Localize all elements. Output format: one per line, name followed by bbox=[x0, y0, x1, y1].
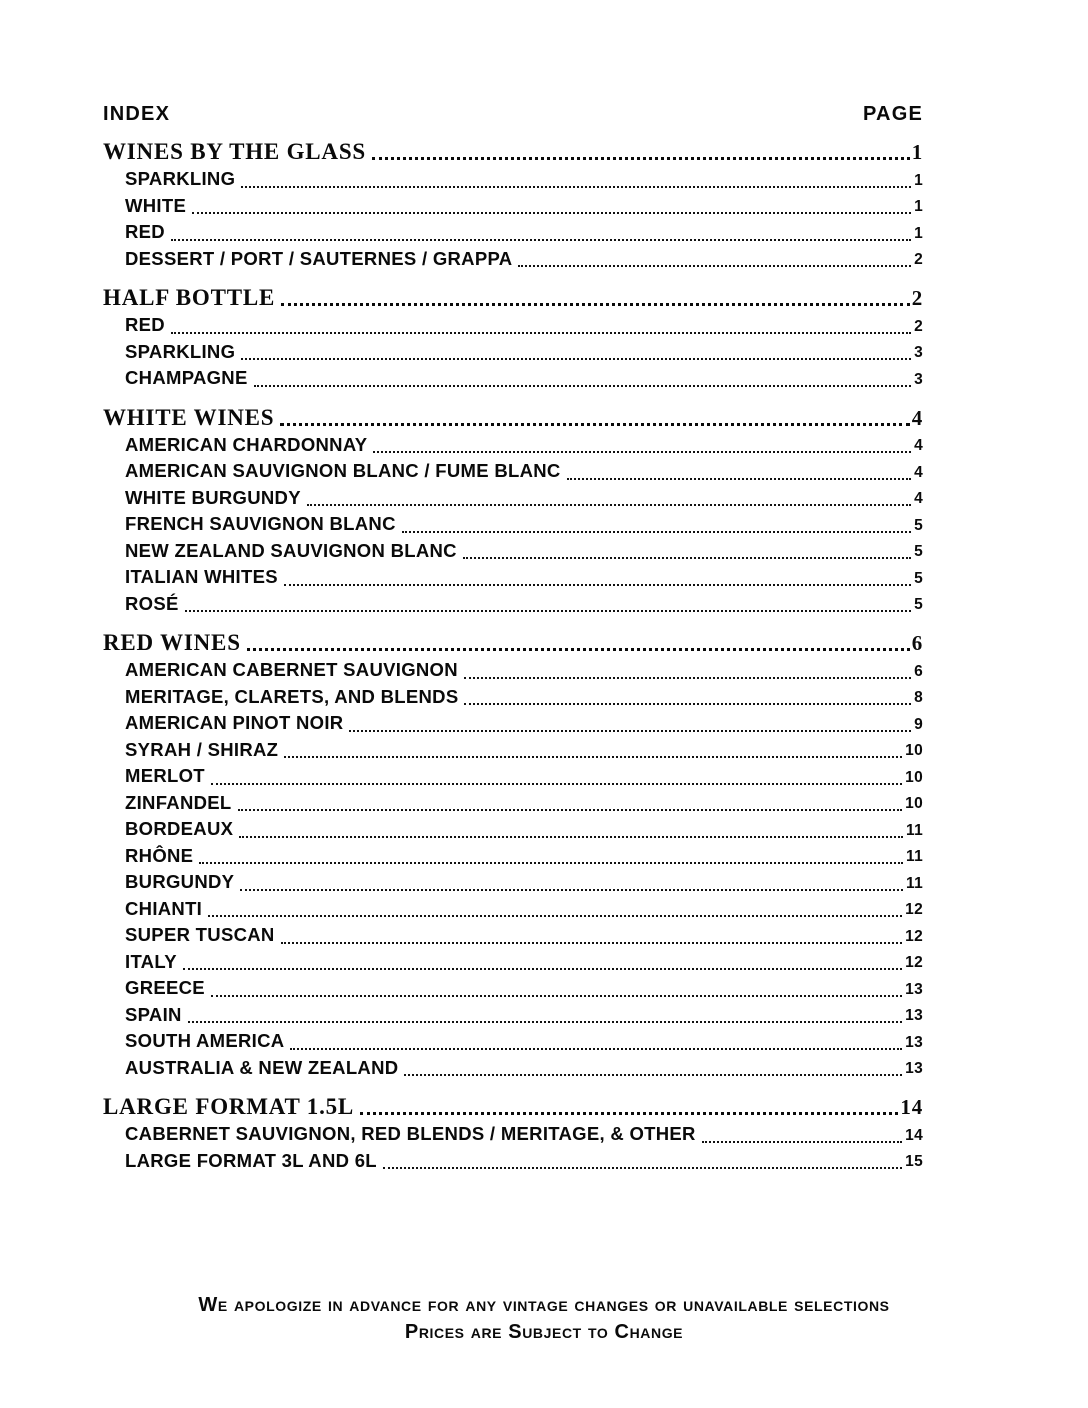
page-number: 15 bbox=[905, 1153, 923, 1170]
toc-item-label: ITALY bbox=[125, 950, 177, 972]
footer-note bbox=[0, 1292, 1088, 1346]
dot-leader bbox=[247, 648, 910, 651]
dot-leader bbox=[188, 1021, 902, 1023]
toc-item-row bbox=[103, 710, 923, 737]
toc-item-row bbox=[103, 869, 923, 896]
page-number: 1 bbox=[914, 171, 923, 189]
toc-item-label: MERITAGE, CLARETS, AND BLENDS bbox=[125, 685, 459, 707]
dot-leader bbox=[183, 968, 902, 970]
toc-section bbox=[103, 1093, 923, 1174]
toc-item-label: CHIANTI bbox=[125, 897, 203, 919]
toc-item-row bbox=[103, 657, 923, 684]
dot-leader bbox=[280, 423, 909, 426]
toc-section bbox=[103, 629, 923, 1081]
dot-leader bbox=[284, 756, 902, 758]
dot-leader bbox=[185, 610, 911, 612]
dot-leader bbox=[239, 836, 903, 838]
page-number: 5 bbox=[914, 543, 923, 560]
toc-item-label: AMERICAN CHARDONNAY bbox=[125, 433, 368, 455]
toc-item-row bbox=[103, 312, 923, 339]
toc-section-title: RED WINES bbox=[103, 630, 241, 655]
page-number: 5 bbox=[914, 569, 923, 587]
page-number: 6 bbox=[914, 662, 923, 680]
page-number: 13 bbox=[905, 1033, 923, 1051]
toc-item-label: ROSÉ bbox=[125, 592, 179, 614]
toc-item-row bbox=[103, 737, 923, 764]
dot-leader bbox=[284, 584, 911, 586]
dot-leader bbox=[241, 186, 911, 188]
page-number: 2 bbox=[914, 251, 923, 268]
page-number: 14 bbox=[900, 1095, 923, 1119]
toc-item-row bbox=[103, 763, 923, 790]
toc-item-row bbox=[103, 949, 923, 976]
toc-item-label: WHITE bbox=[125, 194, 187, 216]
page-number: 12 bbox=[905, 901, 923, 918]
dot-leader bbox=[360, 1112, 898, 1115]
dot-leader bbox=[281, 942, 903, 944]
toc-item-row bbox=[103, 219, 923, 246]
toc-item-label: SYRAH / SHIRAZ bbox=[125, 738, 279, 760]
toc-item-label: AMERICAN SAUVIGNON BLANC / FUME BLANC bbox=[125, 460, 561, 481]
toc-item-label: CABERNET SAUVIGNON, RED BLENDS / MERITAGE, & OTHER bbox=[125, 1123, 696, 1144]
toc-section bbox=[103, 404, 923, 618]
toc-item-row bbox=[103, 1002, 923, 1029]
page-number: 4 bbox=[914, 437, 923, 454]
dot-leader bbox=[373, 451, 911, 453]
toc-item-row bbox=[103, 1121, 923, 1148]
toc-item-label: SPARKLING bbox=[125, 340, 236, 362]
toc-section bbox=[103, 284, 923, 392]
page-number: 3 bbox=[914, 344, 923, 361]
toc-item-label: SPAIN bbox=[125, 1003, 182, 1025]
dot-leader bbox=[238, 809, 903, 811]
toc-item-label: NEW ZEALAND SAUVIGNON BLANC bbox=[125, 539, 457, 561]
toc-item-row bbox=[103, 564, 923, 591]
dot-leader bbox=[464, 677, 911, 679]
page-number: 1 bbox=[914, 224, 923, 242]
toc-item-label: AMERICAN CABERNET SAUVIGNON bbox=[125, 659, 458, 680]
toc-item-label: SPARKLING bbox=[125, 168, 236, 189]
toc-item-label: RHÔNE bbox=[125, 844, 194, 866]
page-column-heading: PAGE bbox=[863, 103, 923, 125]
page-number: 11 bbox=[906, 821, 923, 839]
page-number: 12 bbox=[905, 927, 923, 945]
toc-item-row bbox=[103, 843, 923, 870]
page-number: 8 bbox=[914, 689, 923, 706]
toc-item-row bbox=[103, 922, 923, 949]
dot-leader bbox=[518, 265, 911, 267]
toc-item-label: GREECE bbox=[125, 977, 205, 998]
toc-item-row bbox=[103, 684, 923, 711]
page-number: 6 bbox=[911, 631, 923, 655]
page-number: 10 bbox=[905, 795, 923, 812]
toc-item-row bbox=[103, 246, 923, 273]
page-number: 14 bbox=[905, 1126, 923, 1144]
table-of-contents bbox=[103, 138, 923, 1174]
page-number: 4 bbox=[911, 405, 923, 430]
page-number: 5 bbox=[914, 596, 923, 613]
toc-item-row bbox=[103, 896, 923, 923]
dot-leader bbox=[211, 783, 902, 785]
toc-item-label: AUSTRALIA & NEW ZEALAND bbox=[125, 1056, 399, 1078]
toc-item-row bbox=[103, 339, 923, 366]
dot-leader bbox=[208, 915, 902, 917]
toc-item-label: BORDEAUX bbox=[125, 818, 234, 839]
toc-item-label: AMERICAN PINOT NOIR bbox=[125, 712, 344, 733]
dot-leader bbox=[464, 703, 911, 705]
page-number: 11 bbox=[906, 848, 923, 865]
dot-leader bbox=[404, 1074, 902, 1076]
toc-section-row bbox=[103, 138, 923, 166]
toc-item-label: LARGE FORMAT 3L AND 6L bbox=[125, 1149, 377, 1171]
toc-section-title: WHITE WINES bbox=[103, 404, 275, 430]
page-number: 11 bbox=[906, 874, 923, 892]
dot-leader bbox=[171, 239, 911, 241]
dot-leader bbox=[199, 862, 903, 864]
page-number: 13 bbox=[905, 1060, 923, 1077]
dot-leader bbox=[383, 1167, 902, 1169]
toc-item-row bbox=[103, 458, 923, 485]
toc-item-label: RED bbox=[125, 221, 165, 242]
toc-section-row bbox=[103, 629, 923, 657]
toc-header-row bbox=[103, 102, 923, 126]
page-number: 4 bbox=[914, 463, 923, 481]
toc-item-row bbox=[103, 511, 923, 538]
dot-leader bbox=[240, 889, 903, 891]
page-number: 13 bbox=[905, 1007, 923, 1024]
toc-page bbox=[103, 102, 923, 1174]
page-number: 2 bbox=[914, 317, 923, 335]
toc-item-label: CHAMPAGNE bbox=[125, 367, 248, 388]
toc-item-row bbox=[103, 790, 923, 817]
dot-leader bbox=[702, 1141, 902, 1143]
dot-leader bbox=[567, 478, 912, 480]
page-number: 9 bbox=[914, 715, 923, 733]
toc-item-row bbox=[103, 1028, 923, 1055]
dot-leader bbox=[171, 332, 911, 334]
page-number: 13 bbox=[905, 980, 923, 998]
toc-item-label: SOUTH AMERICA bbox=[125, 1030, 285, 1051]
toc-item-label: DESSERT / PORT / SAUTERNES / GRAPPA bbox=[125, 247, 513, 269]
toc-item-row bbox=[103, 193, 923, 220]
page-number: 3 bbox=[914, 370, 923, 388]
toc-item-label: SUPER TUSCAN bbox=[125, 924, 275, 945]
toc-item-label: WHITE BURGUNDY bbox=[125, 486, 301, 508]
toc-item-row bbox=[103, 1055, 923, 1082]
toc-item-row bbox=[103, 432, 923, 459]
page-number: 1 bbox=[914, 198, 923, 215]
dot-leader bbox=[372, 157, 910, 160]
dot-leader bbox=[254, 385, 911, 387]
toc-section-row bbox=[103, 404, 923, 432]
toc-item-row bbox=[103, 1148, 923, 1175]
dot-leader bbox=[307, 504, 911, 506]
page-number: 10 bbox=[905, 768, 923, 786]
page-number: 10 bbox=[905, 742, 923, 759]
toc-item-row bbox=[103, 591, 923, 618]
footer-line-prices-disclaimer: Prices are Subject to Change bbox=[404, 1321, 684, 1343]
toc-item-label: BURGUNDY bbox=[125, 871, 235, 892]
dot-leader bbox=[402, 531, 911, 533]
index-heading: INDEX bbox=[103, 103, 171, 125]
toc-item-label: ITALIAN WHITES bbox=[125, 566, 278, 587]
toc-section bbox=[103, 138, 923, 272]
dot-leader bbox=[211, 995, 902, 997]
dot-leader bbox=[290, 1048, 902, 1050]
page-number: 12 bbox=[905, 954, 923, 971]
dot-leader bbox=[241, 358, 911, 360]
toc-item-row bbox=[103, 365, 923, 392]
toc-item-row bbox=[103, 485, 923, 512]
toc-section-row bbox=[103, 284, 923, 312]
toc-section-title: WINES BY THE GLASS bbox=[103, 139, 367, 164]
dot-leader bbox=[463, 557, 911, 559]
toc-item-row bbox=[103, 166, 923, 193]
page-number: 5 bbox=[914, 516, 923, 534]
toc-item-label: RED bbox=[125, 314, 165, 335]
page-number: 2 bbox=[911, 286, 923, 310]
toc-section-row bbox=[103, 1093, 923, 1121]
toc-section-title: LARGE FORMAT 1.5L bbox=[103, 1094, 355, 1119]
toc-section-title: HALF BOTTLE bbox=[103, 285, 276, 310]
dot-leader bbox=[192, 212, 911, 214]
dot-leader bbox=[281, 303, 910, 306]
page-number: 1 bbox=[911, 140, 923, 164]
toc-item-row bbox=[103, 538, 923, 565]
toc-item-row bbox=[103, 816, 923, 843]
dot-leader bbox=[349, 730, 911, 732]
toc-item-label: ZINFANDEL bbox=[125, 791, 232, 813]
page-number: 4 bbox=[914, 490, 923, 507]
toc-item-row bbox=[103, 975, 923, 1002]
toc-item-label: MERLOT bbox=[125, 765, 205, 786]
footer-line-vintage-disclaimer: We apologize in advance for any vintage changes or unavailable selections bbox=[198, 1294, 890, 1316]
toc-item-label: FRENCH SAUVIGNON BLANC bbox=[125, 513, 396, 534]
